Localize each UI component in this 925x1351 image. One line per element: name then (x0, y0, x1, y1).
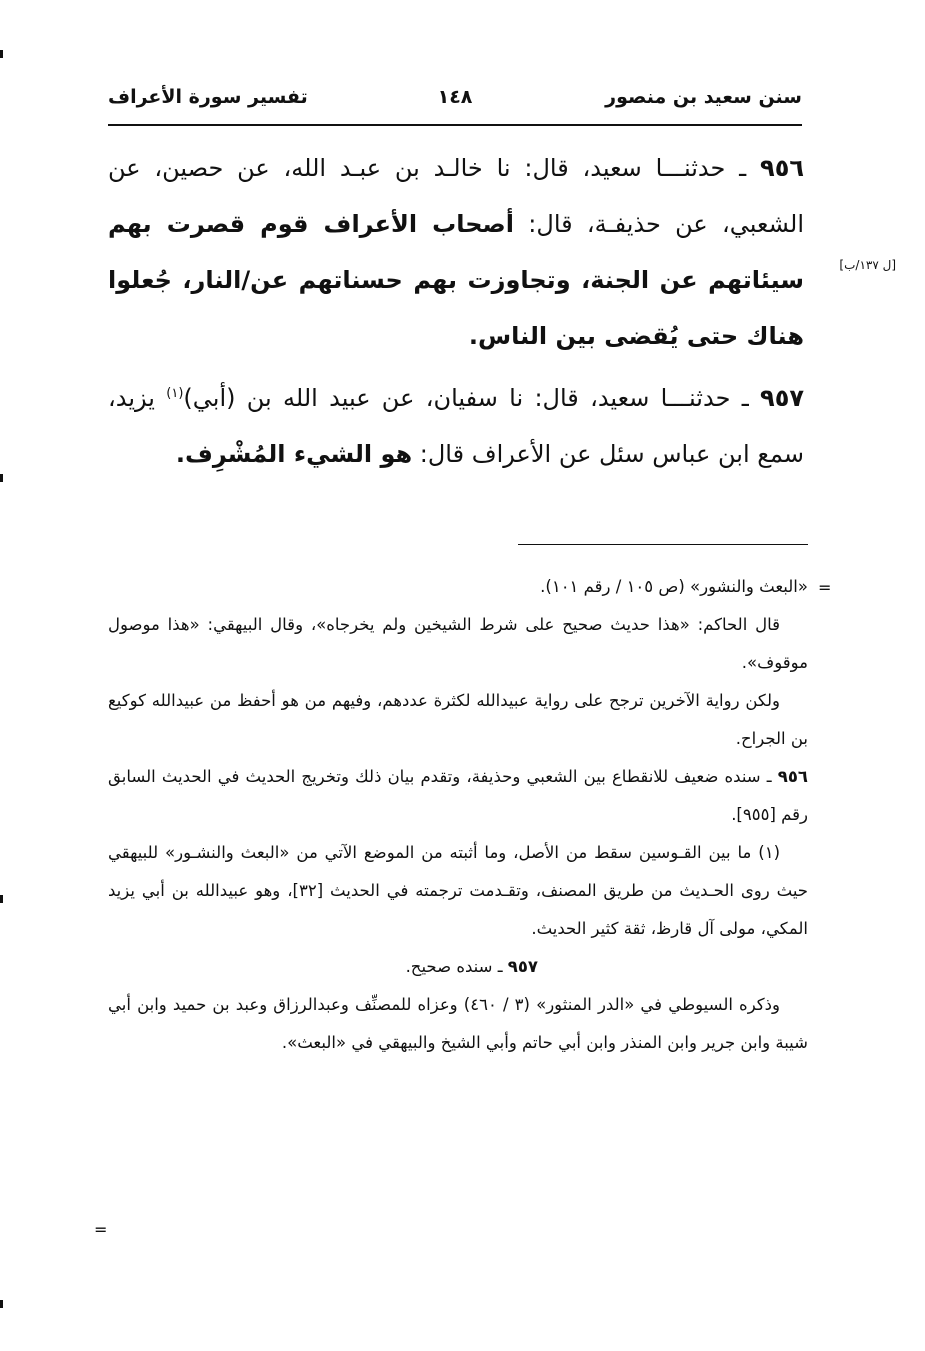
note-line: ولكن رواية الآخرين ترجح على رواية عبيدالله لكثرة عددهم، وفيهم من هو أحفظ من عبيدالله كوكيع بن الجراح. (108, 691, 808, 748)
note-line: قال الحاكم: «هذا حديث صحيح على شرط الشيخين ولم يخرجاه»، وقال البيهقي: «هذا موصول موقوف». (108, 615, 808, 672)
footnote-ref: (١) (166, 386, 184, 401)
continuation-mark: = (818, 578, 832, 597)
hadith-number: ٩٥٧ (760, 384, 804, 412)
scan-mark (0, 895, 3, 903)
hadith-matn: هو الشيء المُشْرِف. (175, 440, 413, 468)
running-header (108, 86, 802, 126)
footnote-separator (518, 544, 808, 545)
note-line: «البعث والنشور» (ص ١٠٥ / رقم ١٠١). (540, 577, 808, 596)
hadith-text: ـ حدثنـــا سعيد، قال: نا خالـد بن عبـد الله، عن حصين، عن الشعبي، عن حذيفـة، قال: (108, 154, 804, 238)
hadith-number: ٩٥٦ (760, 154, 804, 182)
hadith-text: ـ حدثنـــا سعيد، قال: نا سفيان، عن عبيد الله بن (أبي) (183, 384, 761, 412)
main-text (108, 140, 804, 482)
page-end-mark: = (94, 1220, 108, 1239)
footnote-1: (١) ما بين القـوسين سقط من الأصل، وما أثبته من الموضع الآتي من «البعث والنشـور» للبيهقي حيث روى الحـديث من طريق المصنف، وتقـدمت ترجمته في الحديث [٣٢]، وهو عبيدالله بن أبي يزيد المكي، مولى آل قارظ، ثقة كثير الحديث. (108, 843, 808, 938)
note-line: وذكره السيوطي في «الدر المنثور» (٣ / ٤٦٠) وعزاه للمصنِّف وعبدالرزاق وعبد بن حميد وابن أبي شيبة وابن جرير وابن المنذر وابن أبي حاتم وأبي الشيخ والبيهقي في «البعث». (108, 995, 808, 1052)
scan-mark (0, 474, 3, 482)
page-number: ١٤٨ (437, 86, 473, 108)
footnotes (108, 568, 808, 1062)
scan-mark (0, 50, 3, 58)
scan-mark (0, 1300, 3, 1308)
hadith-956 (108, 140, 804, 364)
hadith-text: يزيد، سمع ابن عباس سئل عن الأعراف قال: (108, 384, 804, 468)
manuscript-folio-note: [ل ١٣٧/ب] (839, 258, 896, 272)
note-text: ـ سنده صحيح. (405, 957, 508, 976)
hadith-957 (108, 370, 804, 482)
note-957 (108, 948, 808, 986)
note-956 (108, 758, 808, 834)
book-title: سنن سعيد بن منصور (605, 86, 802, 108)
header-rule (108, 124, 802, 126)
section-title: تفسير سورة الأعراف (108, 86, 308, 108)
note-text: ـ سنده ضعيف للانقطاع بين الشعبي وحذيفة، وتقدم بيان ذلك وتخريج الحديث في الحديث السابق رقم [٩٥٥]. (108, 767, 808, 824)
hadith-matn: أصحاب الأعراف قوم قصرت بهم سيئاتهم عن الجنة، وتجاوزت بهم حسناتهم عن/النار، جُعلوا هناك حتى يُقضى بين الناس. (108, 210, 804, 350)
note-number: ٩٥٦ (777, 767, 808, 786)
note-number: ٩٥٧ (507, 957, 538, 976)
